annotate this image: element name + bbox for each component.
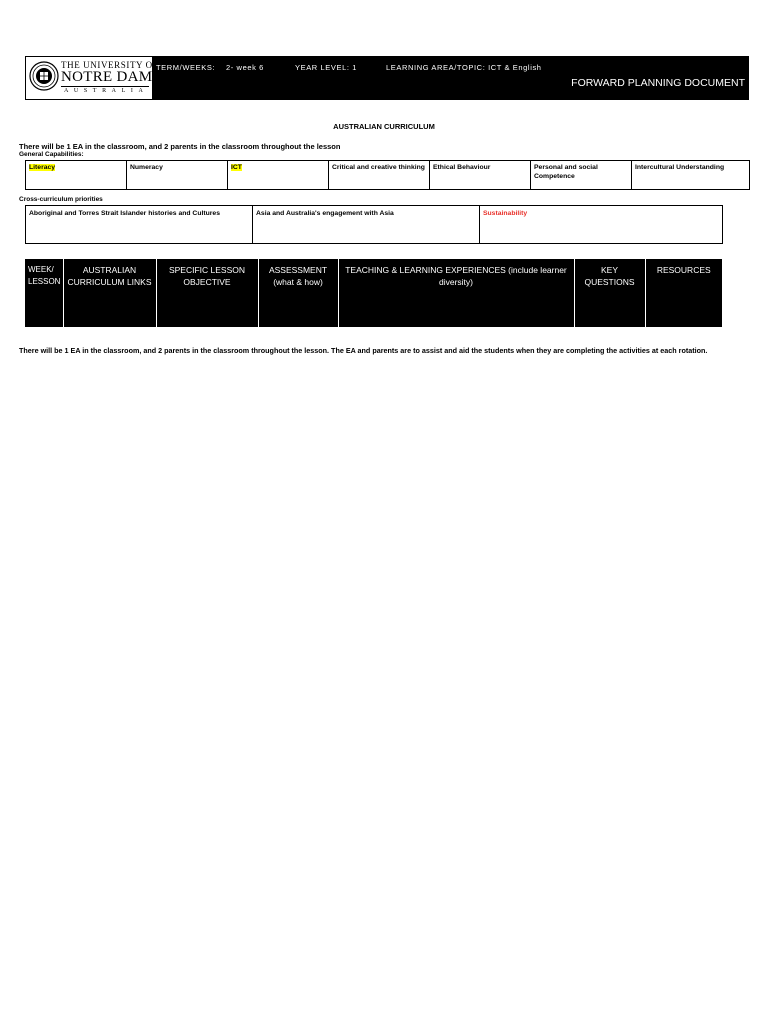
header-key-questions: KEY QUESTIONS — [574, 259, 645, 327]
header-lesson-objective: SPECIFIC LESSON OBJECTIVE — [156, 259, 258, 327]
learning-area: LEARNING AREA/TOPIC: ICT & English — [386, 63, 542, 72]
priority-cell — [480, 206, 723, 244]
term-weeks-value: 2- week 6 — [226, 63, 264, 72]
capability-numeracy: Numeracy — [130, 164, 163, 171]
capability-cell — [127, 161, 228, 190]
capability-cell — [531, 161, 632, 190]
capability-cell — [430, 161, 531, 190]
year-level: YEAR LEVEL: 1 — [295, 63, 357, 72]
capability-literacy: Literacy — [29, 164, 56, 171]
document-title: FORWARD PLANNING DOCUMENT — [571, 77, 745, 89]
capability-ethical: Ethical Behaviour — [433, 164, 491, 171]
staffing-note: There will be 1 EA in the classroom, and 2 parents in the classroom throughout the lesson — [19, 142, 341, 151]
capability-critical-creative: Critical and creative thinking — [332, 164, 425, 171]
capability-cell — [26, 161, 127, 190]
capability-cell — [632, 161, 750, 190]
header-teaching-learning: TEACHING & LEARNING EXPERIENCES (include learner diversity) — [338, 259, 574, 327]
priority-asia: Asia and Australia's engagement with Asia — [256, 210, 394, 217]
cross-curriculum-label: Cross-curriculum priorities — [19, 196, 103, 203]
priority-cell — [26, 206, 253, 244]
header-resources: RESOURCES — [645, 259, 722, 327]
general-capabilities-table — [25, 160, 750, 190]
capability-cell — [228, 161, 329, 190]
logo-text-line2: NOTRE DAME — [61, 69, 162, 85]
header-week-lesson: WEEK/ LESSON — [25, 259, 63, 327]
header-assessment: ASSESSMENT (what & how) — [258, 259, 338, 327]
capability-intercultural: Intercultural Understanding — [635, 164, 725, 171]
priority-aboriginal: Aboriginal and Torres Strait Islander histories and Cultures — [29, 210, 220, 217]
cross-curriculum-table — [25, 205, 723, 244]
lesson-plan-table — [25, 259, 722, 327]
priority-sustainability: Sustainability — [483, 210, 528, 217]
logo-text-line1: THE UNIVERSITY OF — [61, 60, 159, 70]
header-curriculum-links: AUSTRALIAN CURRICULUM LINKS — [63, 259, 156, 327]
university-logo — [25, 56, 162, 100]
assistance-note: There will be 1 EA in the classroom, and 2 parents in the classroom throughout the lesson. The EA and parents are to assist and aid the students when they are completing the activities at each rotation. — [19, 346, 708, 355]
term-weeks-label: TERM/WEEKS: — [156, 63, 216, 72]
priority-cell — [253, 206, 480, 244]
general-capabilities-label: General Capabilities: — [19, 151, 84, 158]
capability-personal-social: Personal and social Competence — [534, 164, 598, 180]
capability-ict: ICT — [231, 164, 242, 171]
logo-divider — [61, 86, 149, 87]
curriculum-title: AUSTRALIAN CURRICULUM — [333, 122, 435, 131]
document-header — [25, 56, 749, 100]
university-seal-icon — [29, 61, 59, 91]
logo-text-line3: AUSTRALIA — [64, 88, 149, 94]
capability-cell — [329, 161, 430, 190]
